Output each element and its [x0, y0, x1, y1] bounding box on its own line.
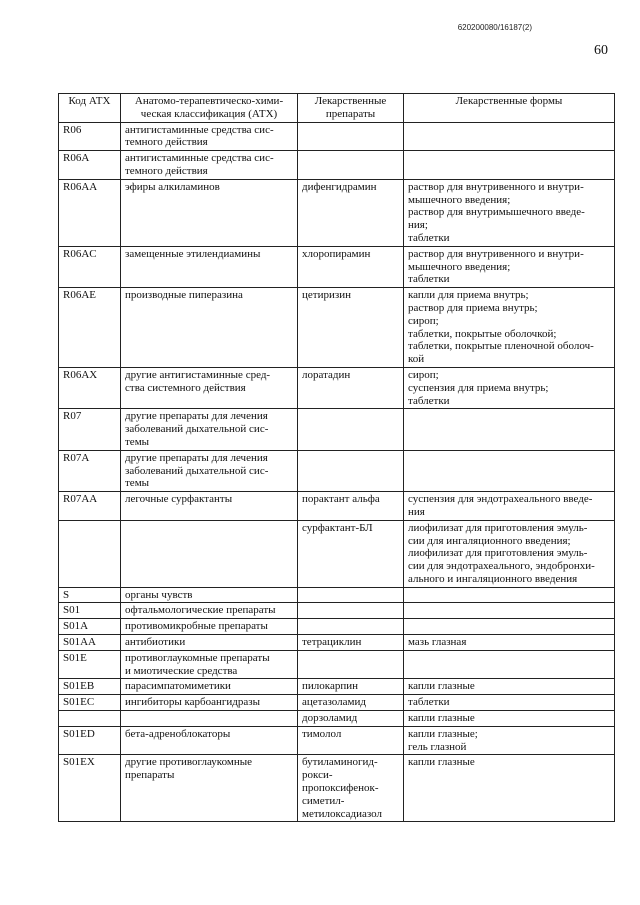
cell-line: S01EC	[63, 696, 95, 709]
cell-line: R07	[63, 410, 82, 423]
cell-line: и миотические средства	[125, 664, 238, 677]
cell-line: эфиры алкиламинов	[125, 180, 220, 193]
cell-line: капли глазные	[408, 680, 475, 693]
dosage-forms-cell	[404, 726, 615, 755]
dosage-forms-cell	[404, 679, 615, 695]
dosage-forms-cell	[404, 492, 615, 521]
atc-classification-cell	[121, 755, 298, 822]
drug-name-cell	[298, 367, 404, 408]
cell-line: S01A	[63, 620, 89, 633]
cell-line: капли глазные	[408, 756, 475, 769]
cell-line: суспензия для эндотрахеального введе-	[408, 493, 593, 506]
cell-line: сурфактант-БЛ	[302, 521, 373, 534]
table-row	[59, 179, 615, 246]
cell-line: раствор для внутривенного и внутри-	[408, 180, 584, 193]
table-row	[59, 679, 615, 695]
cell-line: другие антигистаминные сред-	[125, 368, 271, 381]
cell-line: раствор для внутривенного и внутри-	[408, 247, 584, 260]
atc-code-cell	[59, 650, 121, 679]
cell-line: дифенгидрамин	[302, 180, 377, 193]
atc-classification-cell	[121, 409, 298, 450]
atc-code-cell	[59, 726, 121, 755]
cell-line: офтальмологические препараты	[125, 604, 276, 617]
cell-line: R06A	[63, 152, 90, 165]
cell-line: раствор для внутримышечного введе-	[408, 206, 585, 219]
atc-classification-cell	[121, 520, 298, 587]
dosage-forms-cell	[404, 450, 615, 491]
cell-line: ального и ингаляционного введения	[408, 572, 578, 585]
table-row	[59, 726, 615, 755]
cell-line: хлоропирамин	[302, 247, 371, 260]
cell-line: ческая классификация (АТХ)	[140, 107, 278, 120]
cell-line: замещенные этилендиамины	[125, 247, 261, 260]
drug-name-cell	[298, 726, 404, 755]
cell-line: заболеваний дыхательной сис-	[125, 423, 269, 436]
cell-line: другие препараты для лечения	[125, 410, 268, 423]
drug-name-cell	[298, 603, 404, 619]
table-row	[59, 587, 615, 603]
drug-name-cell	[298, 587, 404, 603]
table-row	[59, 635, 615, 651]
cell-line: антибиотики	[125, 636, 186, 649]
atc-classification-cell	[121, 151, 298, 180]
table-row	[59, 650, 615, 679]
cell-line: капли для приема внутрь;	[408, 289, 529, 302]
dosage-forms-cell	[404, 619, 615, 635]
cell-line: производные пиперазина	[125, 289, 243, 302]
atc-code-cell	[59, 179, 121, 246]
atc-code-cell	[59, 755, 121, 822]
table-body	[59, 122, 615, 822]
cell-line: Лекарственные формы	[455, 95, 563, 107]
cell-line: препараты	[125, 769, 175, 782]
cell-line: бета-адреноблокаторы	[125, 727, 231, 740]
cell-line: кой	[408, 353, 425, 366]
cell-line: таблетки, покрытые пленочной оболоч-	[408, 340, 594, 353]
atc-code-cell	[59, 450, 121, 491]
atc-code-cell	[59, 246, 121, 287]
cell-line: S01	[63, 604, 81, 617]
cell-line: R06AX	[63, 368, 98, 381]
atc-classification-cell	[121, 587, 298, 603]
drug-name-cell	[298, 450, 404, 491]
cell-line: R06	[63, 123, 82, 136]
atc-classification-cell	[121, 619, 298, 635]
table-row	[59, 450, 615, 491]
atc-classification-cell	[121, 122, 298, 151]
cell-line: гель глазной	[408, 740, 467, 753]
table-row	[59, 288, 615, 368]
cell-line: дорзоламид	[302, 712, 358, 725]
cell-line: мышечного введения;	[408, 193, 511, 206]
cell-line: Код АТХ	[68, 95, 111, 107]
cell-line: капли глазные	[408, 712, 475, 725]
atc-classification-cell	[121, 492, 298, 521]
cell-line: бутиламиногид-	[302, 756, 378, 769]
cell-line: таблетки	[408, 394, 450, 407]
atc-classification-cell	[121, 726, 298, 755]
cell-line: пропоксифенок-	[302, 782, 379, 795]
atc-code-cell	[59, 122, 121, 151]
cell-line: таблетки	[408, 231, 450, 244]
atc-code-cell	[59, 695, 121, 711]
page-number: 60	[594, 43, 608, 58]
cell-line: ства системного действия	[125, 381, 246, 394]
column-header	[59, 94, 121, 123]
cell-line: таблетки	[408, 273, 450, 286]
table-header-row	[59, 94, 615, 123]
atc-code-cell	[59, 492, 121, 521]
atc-classification-cell	[121, 288, 298, 368]
cell-line: Анатомо-терапевтическо-хими-	[134, 95, 284, 107]
cell-line: лиофилизат для приготовления эмуль-	[408, 547, 588, 560]
cell-line: тетрациклин	[302, 636, 362, 649]
cell-line: пилокарпин	[302, 680, 358, 693]
atc-classification-cell	[121, 367, 298, 408]
drug-name-cell	[298, 619, 404, 635]
atc-code-cell	[59, 151, 121, 180]
drug-name-cell	[298, 755, 404, 822]
cell-line: лиофилизат для приготовления эмуль-	[408, 521, 588, 534]
cell-line: Лекарственные	[314, 95, 387, 107]
dosage-forms-cell	[404, 755, 615, 822]
cell-line: сии для ингаляционного введения;	[408, 534, 571, 547]
atc-code-cell	[59, 520, 121, 587]
atc-drug-table	[58, 93, 615, 822]
cell-line: темного действия	[125, 136, 208, 149]
table-row	[59, 619, 615, 635]
cell-line: ния;	[408, 219, 428, 232]
dosage-forms-cell	[404, 367, 615, 408]
cell-line: тимолол	[302, 727, 342, 740]
cell-line: раствор для приема внутрь;	[408, 301, 538, 314]
cell-line: сии для эндотрахеального, эндобронхи-	[408, 560, 595, 573]
atc-code-cell	[59, 587, 121, 603]
table-row	[59, 711, 615, 727]
cell-line: ингибиторы карбоангидразы	[125, 696, 260, 709]
dosage-forms-cell	[404, 122, 615, 151]
cell-line: S01EX	[63, 756, 95, 769]
cell-line: ния	[408, 505, 425, 518]
dosage-forms-cell	[404, 711, 615, 727]
cell-line: порактант альфа	[302, 493, 380, 506]
drug-name-cell	[298, 635, 404, 651]
drug-name-cell	[298, 695, 404, 711]
cell-line: темы	[125, 435, 150, 448]
drug-name-cell	[298, 520, 404, 587]
cell-line: S01ED	[63, 727, 95, 740]
cell-line: ацетазоламид	[302, 696, 366, 709]
atc-classification-cell	[121, 179, 298, 246]
drug-name-cell	[298, 179, 404, 246]
drug-name-cell	[298, 122, 404, 151]
table-row	[59, 409, 615, 450]
drug-name-cell	[298, 711, 404, 727]
cell-line: R06AA	[63, 180, 98, 193]
table-row	[59, 367, 615, 408]
dosage-forms-cell	[404, 587, 615, 603]
table-row	[59, 520, 615, 587]
cell-line: темы	[125, 477, 150, 490]
atc-code-cell	[59, 603, 121, 619]
table-row	[59, 246, 615, 287]
cell-line: R07A	[63, 451, 90, 464]
column-header	[121, 94, 298, 123]
atc-code-cell	[59, 409, 121, 450]
table-row	[59, 755, 615, 822]
cell-line: мышечного введения;	[408, 260, 511, 273]
cell-line: сироп;	[408, 314, 439, 327]
cell-line: метилоксадиазол	[302, 807, 382, 820]
cell-line: суспензия для приема внутрь;	[408, 381, 549, 394]
drug-name-cell	[298, 492, 404, 521]
cell-line: R06AE	[63, 289, 96, 302]
cell-line: парасимпатомиметики	[125, 680, 231, 693]
atc-classification-cell	[121, 679, 298, 695]
cell-line: R07AA	[63, 493, 98, 506]
cell-line: темного действия	[125, 164, 208, 177]
cell-line: противомикробные препараты	[125, 620, 268, 633]
dosage-forms-cell	[404, 179, 615, 246]
cell-line: заболеваний дыхательной сис-	[125, 464, 269, 477]
table-row	[59, 603, 615, 619]
atc-classification-cell	[121, 450, 298, 491]
cell-line: S01EB	[63, 680, 95, 693]
cell-line: рокси-	[302, 769, 333, 782]
atc-code-cell	[59, 367, 121, 408]
cell-line: легочные сурфактанты	[125, 493, 233, 506]
atc-classification-cell	[121, 711, 298, 727]
dosage-forms-cell	[404, 409, 615, 450]
cell-line: R06AC	[63, 247, 97, 260]
atc-code-cell	[59, 288, 121, 368]
cell-line: сироп;	[408, 368, 439, 381]
cell-line: мазь глазная	[408, 636, 467, 649]
cell-line: цетиризин	[302, 289, 351, 302]
atc-code-cell	[59, 619, 121, 635]
cell-line: S01AA	[63, 636, 97, 649]
drug-name-cell	[298, 650, 404, 679]
drug-name-cell	[298, 409, 404, 450]
table-row	[59, 151, 615, 180]
drug-name-cell	[298, 679, 404, 695]
cell-line: другие препараты для лечения	[125, 451, 268, 464]
table-row	[59, 122, 615, 151]
dosage-forms-cell	[404, 603, 615, 619]
cell-line: органы чувств	[125, 588, 193, 601]
cell-line: S01E	[63, 651, 87, 664]
table-row	[59, 492, 615, 521]
dosage-forms-cell	[404, 635, 615, 651]
cell-line: препараты	[325, 107, 376, 120]
cell-line: капли глазные;	[408, 727, 478, 740]
column-header	[404, 94, 615, 123]
cell-line: лоратадин	[302, 368, 351, 381]
document-id: 620200080/16187(2)	[457, 23, 532, 32]
atc-classification-cell	[121, 603, 298, 619]
drug-name-cell	[298, 151, 404, 180]
atc-code-cell	[59, 711, 121, 727]
drug-name-cell	[298, 288, 404, 368]
dosage-forms-cell	[404, 650, 615, 679]
atc-code-cell	[59, 679, 121, 695]
atc-classification-cell	[121, 650, 298, 679]
dosage-forms-cell	[404, 288, 615, 368]
table-row	[59, 695, 615, 711]
atc-classification-cell	[121, 635, 298, 651]
atc-classification-cell	[121, 246, 298, 287]
column-header	[298, 94, 404, 123]
cell-line: S	[63, 588, 70, 601]
cell-line: другие противоглаукомные	[125, 756, 252, 769]
dosage-forms-cell	[404, 246, 615, 287]
dosage-forms-cell	[404, 520, 615, 587]
atc-code-cell	[59, 635, 121, 651]
cell-line: антигистаминные средства сис-	[125, 123, 274, 136]
cell-line: симетил-	[302, 794, 345, 807]
dosage-forms-cell	[404, 151, 615, 180]
atc-classification-cell	[121, 695, 298, 711]
cell-line: противоглаукомные препараты	[125, 651, 270, 664]
cell-line: таблетки	[408, 696, 450, 709]
cell-line: антигистаминные средства сис-	[125, 152, 274, 165]
dosage-forms-cell	[404, 695, 615, 711]
drug-name-cell	[298, 246, 404, 287]
cell-line: таблетки, покрытые оболочкой;	[408, 327, 557, 340]
